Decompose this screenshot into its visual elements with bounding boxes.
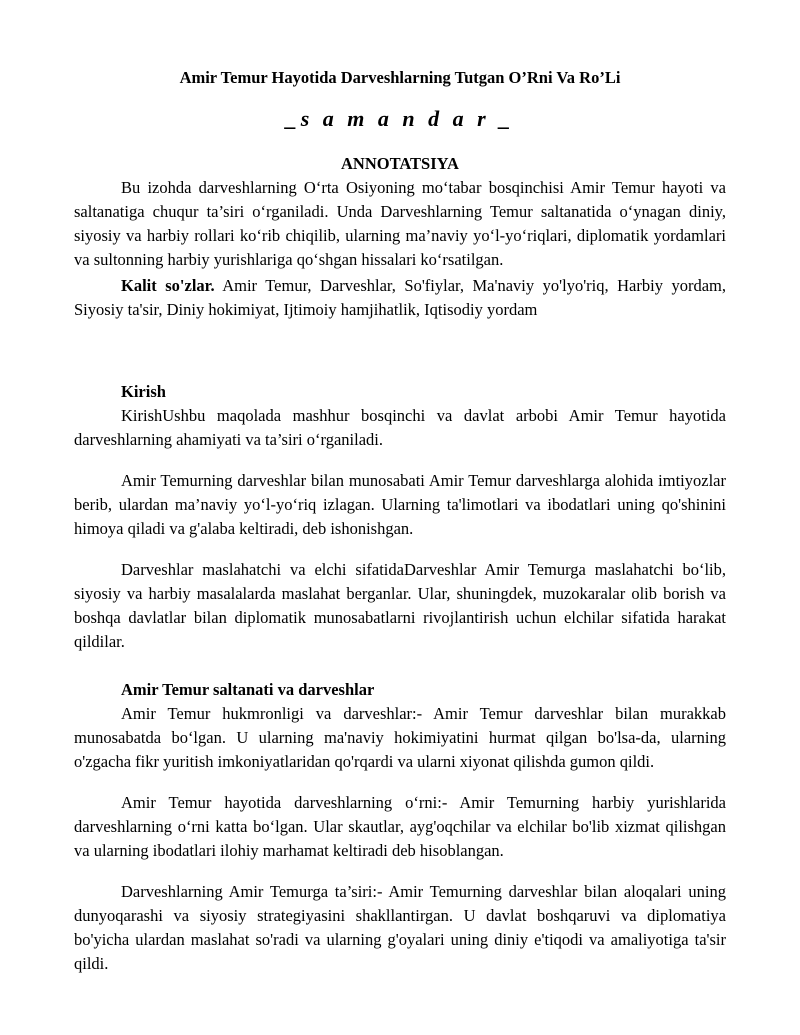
section2-paragraph-2: Amir Temur hayotida darveshlarning o‘rni:- Amir Temurning harbiy yurishlarida darveshlarning o‘rni katta bo‘lgan. Ular skautlar, ayg'oqchilar va elchilar bo'lib xizmat qilishgan va ularning ibodatlari ilohiy marhamat keltiradi deb hisoblangan. (74, 793, 726, 860)
section2-paragraph-3: Darveshlarning Amir Temurga ta’siri:- Amir Temurning darveshlar bilan aloqalari uning dunyoqarashi va siyosiy strategiyasini shakllantirgan. U davlat boshqaruvi va diplomatiya bo'yicha ulardan maslahat so'radi va ularning g'oyalari uning diniy e'tiqodi va amaliyotiga ta'sir qildi. (74, 882, 726, 973)
abstract-paragraph: Bu izohda darveshlarning O‘rta Osiyoning mo‘tabar bosqinchisi Amir Temur hayoti va saltanatiga chuqur ta’siri o‘rganiladi. Unda Darveshlarning Temur saltanatida o‘ynagan diniy, siyosiy va harbiy rollari ko‘rib chiqilib, ularning ma’naviy yo‘l-yo‘riqlari, diplomatik yordamlari va sultonning harbiy yurishlariga qo‘shgan hissalari ko‘rsatilgan. (74, 178, 726, 269)
document-page (74, 60, 726, 976)
intro-paragraph-1: KirishUshbu maqolada mashhur bosqinchi va davlat arbobi Amir Temur hayotida darveshlarning ahamiyati va ta’siri o‘rganiladi. (74, 406, 726, 449)
section2-heading: Amir Temur saltanati va darveshlar (121, 680, 375, 699)
author-name: _s a m a n d a r _ (285, 106, 515, 131)
keywords-paragraph (74, 274, 726, 322)
keywords-label: Kalit so'zlar. (121, 276, 215, 295)
intro-paragraph-2: Amir Temurning darveshlar bilan munosabati Amir Temur darveshlarga alohida imtiyozlar berib, ulardan ma’naviy yo‘l-yo‘riq izlagan. Ularning ta'limotlari va ibodatlari uning qo'shinini himoya qiladi va g'alaba keltiradi, deb ishonishgan. (74, 471, 726, 538)
document-title: Amir Temur Hayotida Darveshlarning Tutgan O’Rni Va Ro’Li (179, 68, 621, 87)
abstract-heading: ANNOTATSIYA (341, 154, 459, 173)
keywords-text: Amir Temur, Darveshlar, So'fiylar, Ma'naviy yo'lyo'riq, Harbiy yordam, Siyosiy ta'sir, Diniy hokimiyat, Ijtimoiy hamjihatlik, Iqtisodiy yordam (74, 276, 726, 319)
intro-heading: Kirish (121, 382, 166, 401)
section2-paragraph-1: Amir Temur hukmronligi va darveshlar:- Amir Temur darveshlar bilan murakkab munosabatda bo‘lgan. U ularning ma'naviy hokimiyatini hurmat qilgan bo'lsa-da, ularning o'zgacha fikr yuritish imkoniyatlaridan qo'rqardi va ularni xiyonat qilishda gumon qildi. (74, 704, 726, 771)
intro-paragraph-3: Darveshlar maslahatchi va elchi sifatidaDarveshlar Amir Temurga maslahatchi bo‘lib, siyosiy va harbiy masalalarda maslahat berganlar. Ular, shuningdek, muzokaralar olib borish va boshqa davlatlar bilan diplomatik munosabatlarni rivojlantirish uchun elchilar sifatida harakat qildilar. (74, 560, 726, 651)
